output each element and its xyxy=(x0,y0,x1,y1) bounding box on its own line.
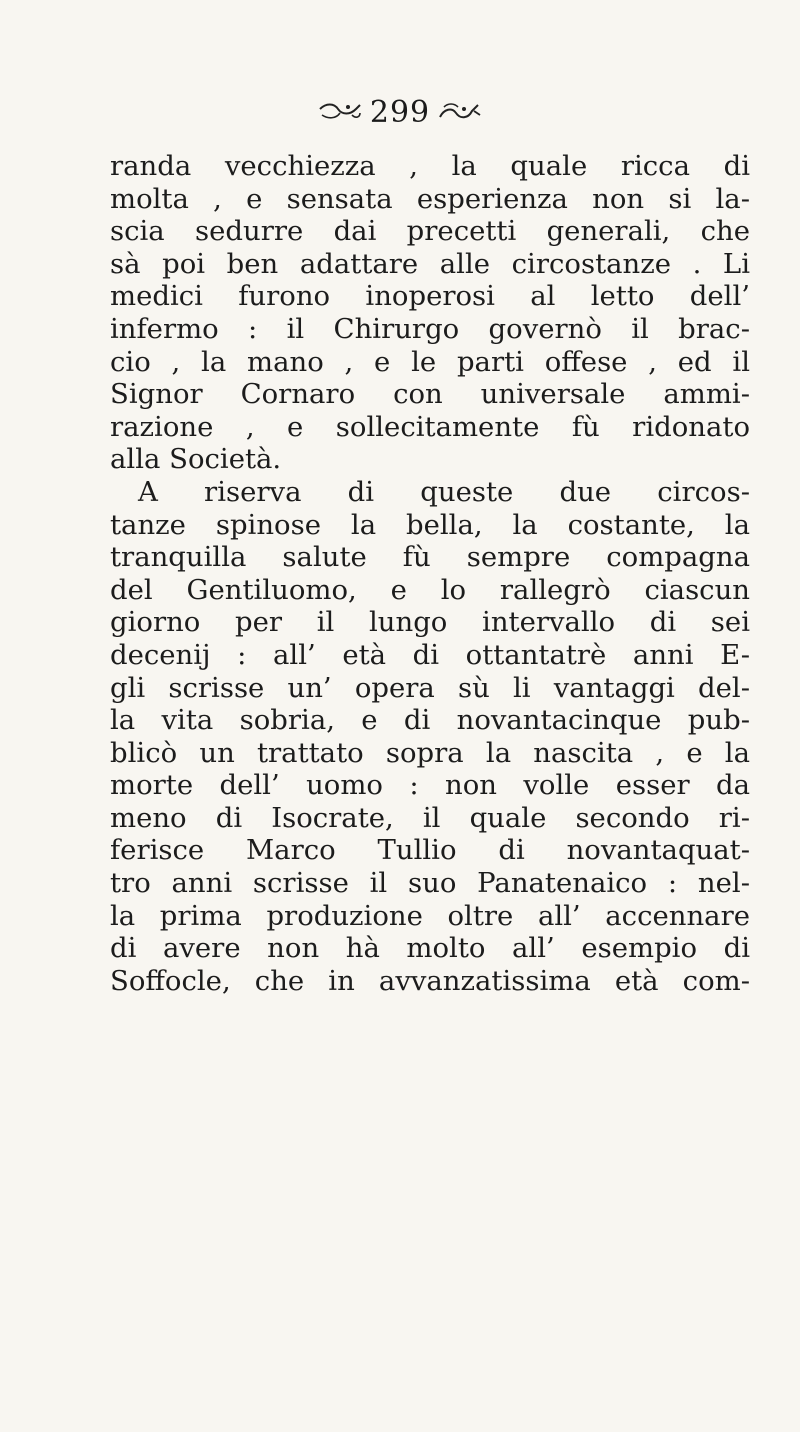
text-line: morte dell’ uomo : non volle esser da xyxy=(110,769,750,802)
page-header xyxy=(0,92,800,132)
text-line: ferisce Marco Tullio di novantaquat- xyxy=(110,834,750,867)
page-number: 299 xyxy=(369,94,431,130)
text-line: meno di Isocrate, il quale secondo ri- xyxy=(110,801,750,834)
text-line: gli scrisse un’ opera sù li vantaggi del- xyxy=(110,671,750,704)
text-line: razione , e sollecitamente fù ridonato xyxy=(110,410,750,443)
text-line: giorno per il lungo intervallo di sei xyxy=(110,606,750,639)
text-line: Soffocle, che in avvanzatissima età com- xyxy=(110,964,750,997)
text-line: tro anni scrisse il suo Panatenaico : nel- xyxy=(110,867,750,900)
text-line: alla Società. xyxy=(110,443,282,476)
text-line: tranquilla salute fù sempre compagna xyxy=(110,541,750,574)
text-line: randa vecchiezza , la quale ricca di xyxy=(110,150,750,182)
text-line: sà poi ben adattare alle circostanze . Li xyxy=(110,247,750,280)
text-line: la vita sobria, e di novantacinque pub- xyxy=(110,704,750,737)
text-line: medici furono inoperosi al letto dell’ xyxy=(110,280,750,313)
body-text xyxy=(110,150,750,997)
text-line: decenij : all’ età di ottantatrè anni E- xyxy=(110,638,750,671)
text-line: blicò un trattato sopra la nascita , e la xyxy=(110,736,750,769)
fleuron-right-icon xyxy=(438,101,482,123)
text-line: A riserva di queste due circos- xyxy=(138,475,750,508)
text-line: scia sedurre dai precetti generali, che xyxy=(110,215,750,248)
text-line: tanze spinose la bella, la costante, la xyxy=(110,508,750,541)
text-line: la prima produzione oltre all’ accennare xyxy=(110,899,750,932)
text-line: cio , la mano , e le parti offese , ed il xyxy=(110,345,750,378)
text-line: infermo : il Chirurgo governò il brac- xyxy=(110,312,750,345)
text-line: molta , e sensata esperienza non si la- xyxy=(110,182,750,215)
text-line: di avere non hà molto all’ esempio di xyxy=(110,932,750,965)
text-line: del Gentiluomo, e lo rallegrò ciascun xyxy=(110,573,750,606)
fleuron-left-icon xyxy=(318,101,362,123)
text-line: Signor Cornaro con universale ammi- xyxy=(110,378,750,411)
